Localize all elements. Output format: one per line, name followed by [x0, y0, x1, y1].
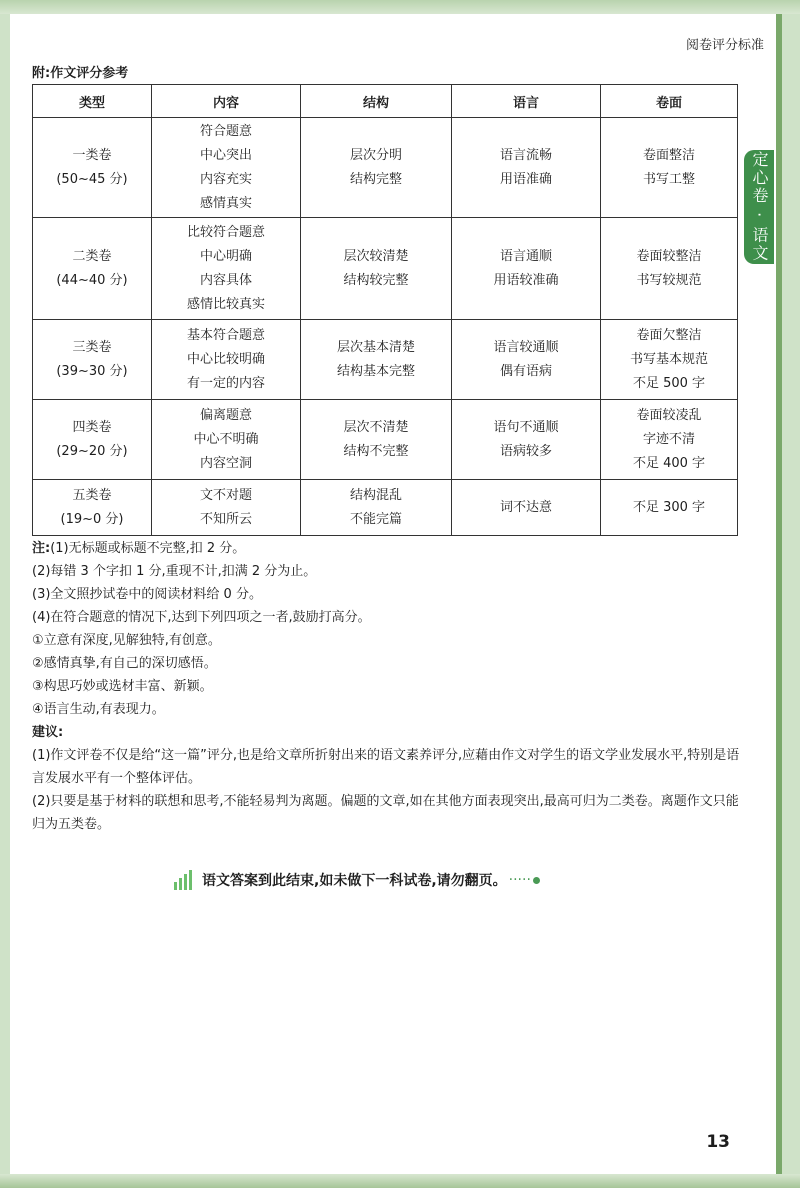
cell-appearance: 卷面较整洁 书写较规范 [601, 218, 738, 320]
cell-appearance: 卷面欠整洁 书写基本规范 不足 500 字 [601, 320, 738, 400]
header-type: 类型 [33, 85, 152, 118]
footer-message [174, 870, 540, 890]
cell-content: 文不对题 不知所云 [152, 480, 301, 536]
suggestion-item: (2)只要是基于材料的联想和思考,不能轻易判为离题。偏题的文章,如在其他方面表现突出,最高可归为二类卷。离题作文只能归为五类卷。 [32, 794, 739, 832]
note-item: ②感情真挚,有自己的深切感悟。 [32, 656, 217, 671]
bars-icon [174, 870, 192, 890]
section-title: 阅卷评分标准 [685, 38, 764, 53]
notes-section [32, 537, 742, 836]
cell-language: 词不达意 [452, 480, 601, 536]
cell-language: 语言较通顺 偶有语病 [452, 320, 601, 400]
note-item: (2)每错 3 个字扣 1 分,重现不计,扣满 2 分为止。 [32, 564, 317, 579]
cell-structure: 层次分明 结构完整 [301, 118, 452, 218]
cell-appearance: 不足 300 字 [601, 480, 738, 536]
cell-structure: 层次不清楚 结构不完整 [301, 400, 452, 480]
cell-type: 四类卷 (29~20 分) [33, 400, 152, 480]
appendix-title: 附:作文评分参考 [32, 66, 129, 81]
table-header-row [33, 85, 738, 118]
note-item: (4)在符合题意的情况下,达到下列四项之一者,鼓励打高分。 [32, 610, 371, 625]
header-appearance: 卷面 [601, 85, 738, 118]
cell-content: 符合题意 中心突出 内容充实 感情真实 [152, 118, 301, 218]
bottom-band [0, 1174, 800, 1188]
suggestion-item: (1)作文评卷不仅是给“这一篇”评分,也是给文章所折射出来的语文素养评分,应藉由作文对学生的语文学业发展水平,特别是语言发展水平有一个整体评估。 [32, 748, 740, 786]
note-item: 注:(1)无标题或标题不完整,扣 2 分。 [32, 541, 246, 556]
cell-structure: 结构混乱 不能完篇 [301, 480, 452, 536]
table-row [33, 218, 738, 320]
side-tab: 定心卷 · 语文 [744, 150, 774, 264]
dots-icon: ····· [508, 872, 531, 888]
note-item: ④语言生动,有表现力。 [32, 702, 165, 717]
table-row [33, 400, 738, 480]
top-band [0, 0, 800, 14]
suggestions-section [32, 721, 742, 836]
page-number: 13 [706, 1132, 730, 1152]
table-row [33, 320, 738, 400]
cell-language: 语句不通顺 语病较多 [452, 400, 601, 480]
cell-structure: 层次基本清楚 结构基本完整 [301, 320, 452, 400]
header-content: 内容 [152, 85, 301, 118]
dot-end-icon [533, 877, 540, 884]
rubric-table [32, 84, 738, 536]
cell-type: 一类卷 (50~45 分) [33, 118, 152, 218]
table-row [33, 480, 738, 536]
note-item: ①立意有深度,见解独特,有创意。 [32, 633, 221, 648]
cell-content: 比较符合题意 中心明确 内容具体 感情比较真实 [152, 218, 301, 320]
header-structure: 结构 [301, 85, 452, 118]
cell-appearance: 卷面整洁 书写工整 [601, 118, 738, 218]
table-row [33, 118, 738, 218]
note-item: (3)全文照抄试卷中的阅读材料给 0 分。 [32, 587, 262, 602]
notes-label: 注: [32, 541, 51, 556]
cell-content: 偏离题意 中心不明确 内容空洞 [152, 400, 301, 480]
footer-text: 语文答案到此结束,如未做下一科试卷,请勿翻页。 [202, 873, 507, 889]
cell-content: 基本符合题意 中心比较明确 有一定的内容 [152, 320, 301, 400]
cell-language: 语言流畅 用语准确 [452, 118, 601, 218]
note-item: ③构思巧妙或选材丰富、新颖。 [32, 679, 213, 694]
cell-type: 二类卷 (44~40 分) [33, 218, 152, 320]
cell-type: 三类卷 (39~30 分) [33, 320, 152, 400]
header-language: 语言 [452, 85, 601, 118]
cell-type: 五类卷 (19~0 分) [33, 480, 152, 536]
cell-appearance: 卷面较凌乱 字迹不清 不足 400 字 [601, 400, 738, 480]
cell-language: 语言通顺 用语较准确 [452, 218, 601, 320]
suggestions-label: 建议: [32, 725, 64, 740]
cell-structure: 层次较清楚 结构较完整 [301, 218, 452, 320]
